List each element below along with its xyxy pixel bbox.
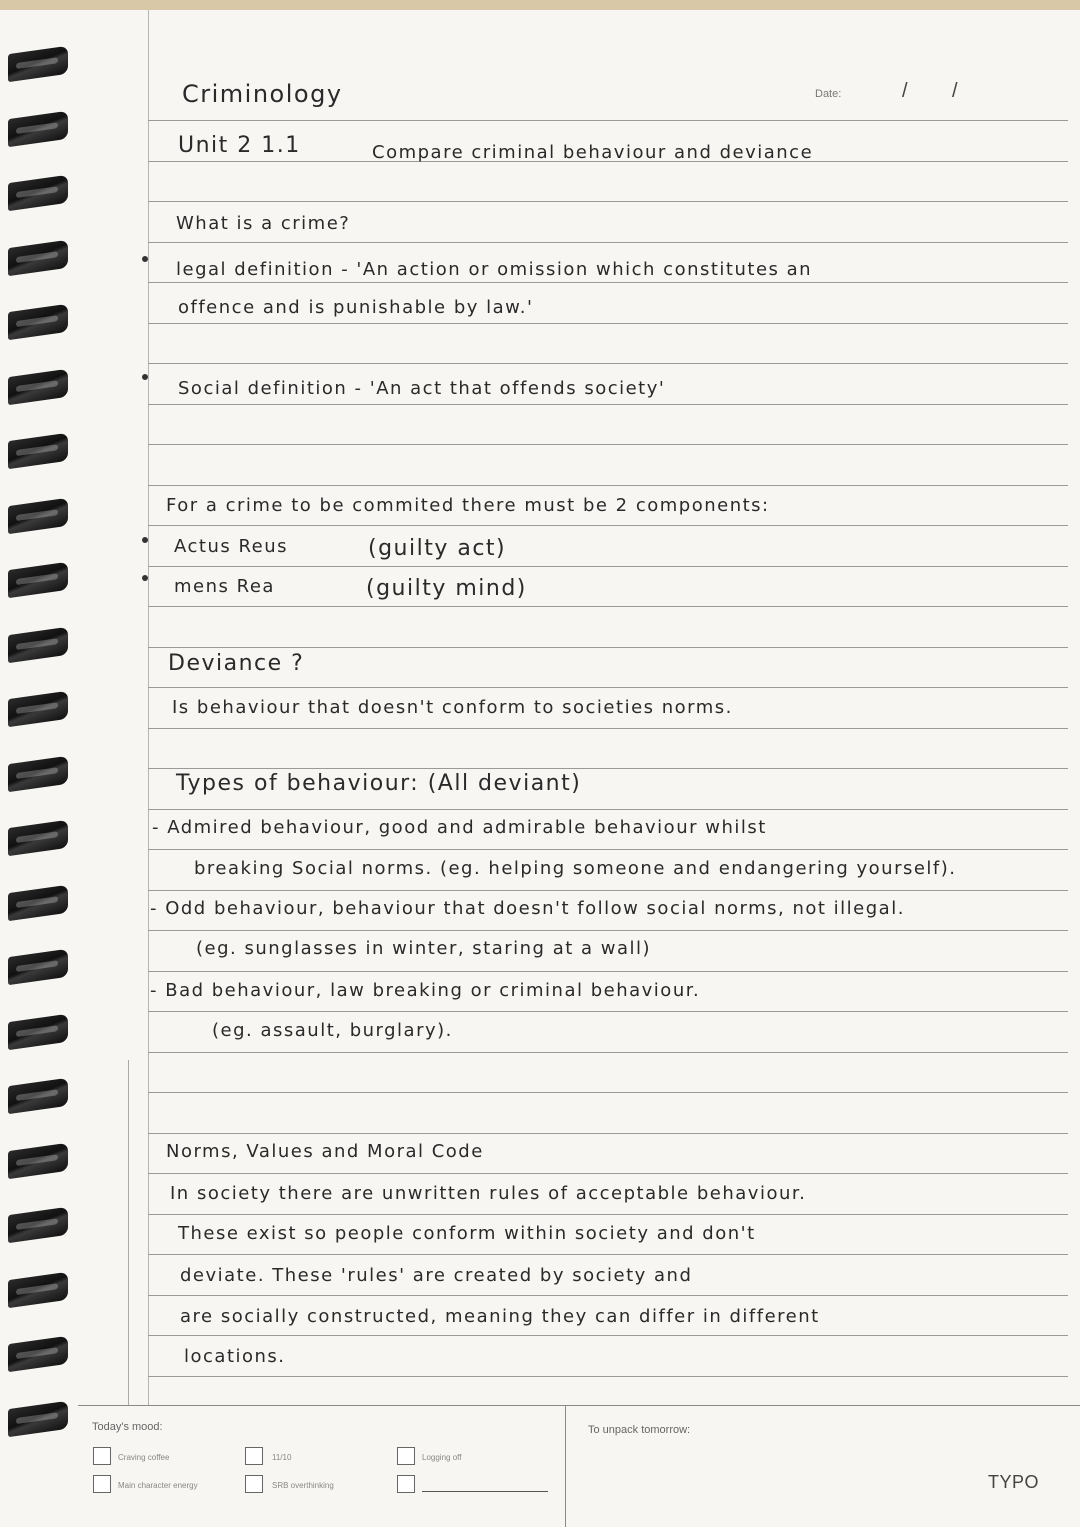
spiral-coil <box>8 1143 68 1179</box>
unit-topic: Compare criminal behaviour and deviance <box>372 142 814 163</box>
checkbox-label: Craving coffee <box>118 1453 170 1462</box>
spiral-coil <box>8 627 68 663</box>
tomorrow-label: To unpack tomorrow: <box>588 1424 691 1436</box>
bullet <box>142 537 148 543</box>
legal-definition-line-1: legal definition - 'An action or omission which constitutes an <box>176 259 813 280</box>
ruled-line <box>148 525 1068 526</box>
spiral-coil <box>8 1272 68 1308</box>
ruled-line <box>148 647 1068 648</box>
social-definition: Social definition - 'An act that offends society' <box>178 378 666 399</box>
ruled-line <box>148 606 1068 607</box>
ruled-line <box>148 444 1068 445</box>
unit-number: Unit 2 1.1 <box>178 133 301 158</box>
checkbox-label: Main character energy <box>118 1481 198 1490</box>
ruled-line <box>148 485 1068 486</box>
checkbox-craving-coffee[interactable] <box>93 1447 111 1465</box>
bullet <box>142 575 148 581</box>
spiral-coil <box>8 498 68 534</box>
date-slash-2: / <box>952 80 958 102</box>
norms-heading: Norms, Values and Moral Code <box>166 1141 484 1162</box>
ruled-line <box>148 687 1068 688</box>
mood-label: Today's mood: <box>92 1421 163 1433</box>
ruled-line <box>148 282 1068 283</box>
checkbox-logging-off[interactable] <box>397 1447 415 1465</box>
footer-top-rule <box>78 1405 1080 1406</box>
ruled-line <box>148 728 1068 729</box>
ruled-line <box>148 1092 1068 1093</box>
spiral-coil <box>8 949 68 985</box>
ruled-line <box>148 323 1068 324</box>
date-label: Date: <box>815 88 842 100</box>
ruled-line <box>148 768 1068 769</box>
spiral-coil <box>8 240 68 276</box>
ruled-line <box>148 849 1068 850</box>
norms-line-1: In society there are unwritten rules of acceptable behaviour. <box>170 1183 807 1204</box>
ruled-line <box>148 1254 1068 1255</box>
crime-question: What is a crime? <box>176 213 351 234</box>
bad-behaviour-line-2: (eg. assault, burglary). <box>212 1020 453 1041</box>
spiral-coil <box>8 691 68 727</box>
ruled-line <box>148 1295 1068 1296</box>
norms-line-2: These exist so people conform within society and don't <box>178 1223 756 1244</box>
deviance-heading: Deviance ? <box>168 651 305 676</box>
bullet <box>142 256 148 262</box>
ruled-line <box>148 404 1068 405</box>
ruled-line <box>148 1052 1068 1053</box>
checkbox-main-character-energy[interactable] <box>93 1475 111 1493</box>
margin-line <box>148 10 149 1405</box>
norms-line-3: deviate. These 'rules' are created by society and <box>180 1265 693 1286</box>
page-top-edge <box>0 0 1080 10</box>
ruled-line <box>148 1173 1068 1174</box>
spiral-coil <box>8 1207 68 1243</box>
spiral-coil <box>8 1401 68 1437</box>
ruled-line <box>148 1376 1068 1377</box>
bullet <box>142 374 148 380</box>
ruled-line <box>148 566 1068 567</box>
ruled-line <box>148 1133 1068 1134</box>
ruled-line <box>148 120 1068 121</box>
admired-behaviour-line-2: breaking Social norms. (eg. helping someone and endangering yourself). <box>194 858 957 879</box>
spiral-coil <box>8 433 68 469</box>
ruled-line <box>148 242 1068 243</box>
deviance-definition: Is behaviour that doesn't conform to societies norms. <box>172 697 733 718</box>
norms-line-5: locations. <box>184 1346 286 1367</box>
footer-divider <box>565 1405 566 1527</box>
checkbox-label: SRB overthinking <box>272 1481 334 1490</box>
ruled-line <box>148 971 1068 972</box>
ruled-line <box>148 930 1068 931</box>
norms-line-4: are socially constructed, meaning they can differ in different <box>180 1306 820 1327</box>
checkbox-label: Logging off <box>422 1453 462 1462</box>
spiral-binding <box>0 50 78 1470</box>
custom-mood-blank <box>422 1491 548 1492</box>
spiral-coil <box>8 820 68 856</box>
ruled-line <box>148 890 1068 891</box>
footer-left-rule <box>128 1060 129 1405</box>
checkbox-srb-overthinking[interactable] <box>245 1475 263 1493</box>
checkbox-11-10[interactable] <box>245 1447 263 1465</box>
spiral-coil <box>8 46 68 82</box>
spiral-coil <box>8 1336 68 1372</box>
admired-behaviour-line-1: - Admired behaviour, good and admirable behaviour whilst <box>152 817 767 838</box>
ruled-line <box>148 1011 1068 1012</box>
mens-rea-term: mens Rea <box>174 576 275 597</box>
ruled-line <box>148 201 1068 202</box>
spiral-coil <box>8 111 68 147</box>
spiral-coil <box>8 175 68 211</box>
ruled-line <box>148 1335 1068 1336</box>
mens-rea-meaning: (guilty mind) <box>366 576 527 601</box>
spiral-coil <box>8 1014 68 1050</box>
checkbox-label: 11/10 <box>272 1453 292 1462</box>
subject-title: Criminology <box>182 80 343 108</box>
spiral-coil <box>8 885 68 921</box>
spiral-coil <box>8 1078 68 1114</box>
checkbox-custom[interactable] <box>397 1475 415 1493</box>
spiral-coil <box>8 369 68 405</box>
ruled-line <box>148 1214 1068 1215</box>
spiral-coil <box>8 304 68 340</box>
brand-logo: TYPO <box>988 1472 1040 1492</box>
odd-behaviour-line-2: (eg. sunglasses in winter, staring at a wall) <box>196 938 652 959</box>
odd-behaviour-line-1: - Odd behaviour, behaviour that doesn't follow social norms, not illegal. <box>150 898 905 919</box>
date-slash-1: / <box>902 80 908 102</box>
actus-reus-term: Actus Reus <box>174 536 289 557</box>
actus-reus-meaning: (guilty act) <box>368 536 507 561</box>
spiral-coil <box>8 562 68 598</box>
bad-behaviour-line-1: - Bad behaviour, law breaking or criminal behaviour. <box>150 980 701 1001</box>
ruled-line <box>148 809 1068 810</box>
spiral-coil <box>8 756 68 792</box>
types-heading: Types of behaviour: (All deviant) <box>176 771 582 796</box>
legal-definition-line-2: offence and is punishable by law.' <box>178 297 534 318</box>
components-intro: For a crime to be commited there must be 2 components: <box>166 495 770 516</box>
ruled-line <box>148 363 1068 364</box>
